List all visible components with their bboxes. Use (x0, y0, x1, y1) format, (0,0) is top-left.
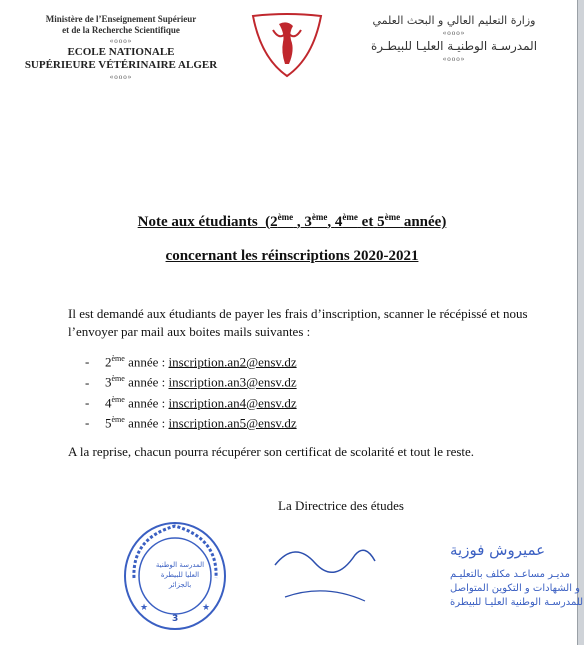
svg-text:للمدرسـة الوطنية العليـا للبيط: للمدرسـة الوطنية العليـا للبيطرة (450, 597, 584, 608)
header-ornament: «ooo» (442, 29, 466, 37)
title-comma: , (327, 214, 332, 230)
email-link[interactable]: inscription.an3@ensv.dz (168, 374, 297, 390)
school-fr-line2: SUPÉRIEURE VÉTÉRINAIRE ALGER (24, 59, 218, 71)
closing-text: A la reprise, chacun pourra récupérer son certificat de scolarité et tout le reste. (68, 444, 475, 459)
title-lead: Note aux étudiants (137, 214, 258, 230)
header-arabic (354, 14, 554, 64)
title-sup: ème (277, 212, 294, 222)
signature-icon (255, 535, 584, 620)
page-edge-margin (578, 0, 584, 645)
header-ornament: «ooo» (109, 73, 133, 81)
email-link[interactable]: inscription.an4@ensv.dz (168, 394, 297, 410)
title-annee: année) (403, 214, 447, 230)
school-logo-icon (249, 10, 325, 80)
stamp-number: 3 (172, 614, 179, 624)
svg-text:★: ★ (202, 602, 211, 612)
title-sup: ème (342, 212, 358, 222)
stamp-center-text: المدرسة الوطنية العليا للبيطرة بالجزائر (155, 561, 205, 589)
body-paragraph: Il est demandé aux étudiants de payer les frais d’inscription, scanner le récépissé et nous l’envoyer par mail aux boites mails suivantes : (68, 306, 528, 339)
list-item: - 5ème année : inscription.an5@ensv.dz (85, 414, 297, 431)
title-year-4: 4 (334, 214, 343, 230)
email-list (85, 350, 297, 431)
note-title (0, 212, 584, 231)
ministry-ar: وزارة التعليم العالي و البحث العلمي (372, 14, 536, 27)
title-sup: ème (311, 212, 328, 222)
email-link[interactable]: inscription.an2@ensv.dz (168, 354, 297, 370)
title-year-2: 2 (270, 214, 278, 230)
title-comma: , (296, 214, 301, 230)
ministry-fr-line2: et de la Recherche Scientifique (62, 25, 180, 35)
svg-text:مديـر مساعـد مكلف بالتعليـم: مديـر مساعـد مكلف بالتعليـم (450, 569, 571, 580)
school-fr-line1: ECOLE NATIONALE (67, 46, 175, 58)
note-subtitle: concernant les réinscriptions 2020-2021 (165, 248, 419, 264)
list-item: - 2ème année : inscription.an2@ensv.dz (85, 354, 297, 370)
header-ornament: «ooo» (442, 55, 466, 63)
header-ornament: «ooo» (109, 37, 133, 45)
title-year-5: 5 (377, 214, 385, 230)
title-year-3: 3 (304, 214, 312, 230)
svg-text:★: ★ (140, 602, 149, 612)
ministry-fr-line1: Ministère de l’Enseignement Supérieur (45, 14, 197, 24)
list-item: - 3ème année : inscription.an3@ensv.dz (85, 374, 297, 390)
email-link[interactable]: inscription.an5@ensv.dz (168, 415, 297, 431)
svg-text:و الشهادات و التكوين المتواصل: و الشهادات و التكوين المتواصل (450, 583, 580, 594)
title-sup: ème (384, 212, 401, 222)
svg-text:عميروش فوزية: عميروش فوزية (450, 541, 546, 559)
title-et: et (361, 214, 374, 230)
header-french (16, 14, 226, 82)
school-ar: المدرسـة الوطنيـة العليـا للبيطـرة (370, 39, 538, 53)
signatory-title: La Directrice des études (278, 498, 404, 513)
title-open: ( (265, 214, 271, 230)
list-item: - 4ème année : inscription.an4@ensv.dz (85, 394, 297, 410)
